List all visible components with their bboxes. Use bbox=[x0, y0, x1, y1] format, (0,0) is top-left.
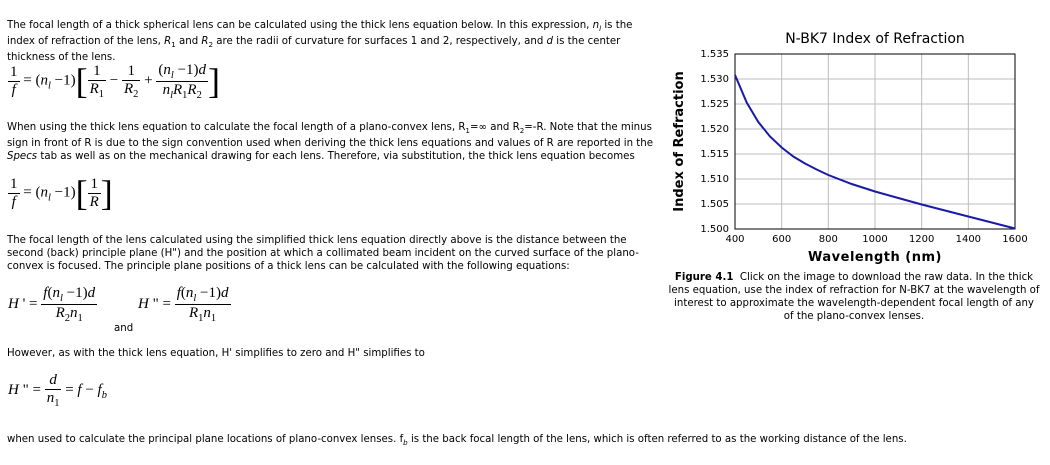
paragraph-simplifies: However, as with the thick lens equation, H' simplifies to zero and H" simplifies to bbox=[7, 348, 425, 359]
y-tick-label: 1.530 bbox=[700, 74, 729, 85]
paragraph-back-focal: when used to calculate the principal plane locations of plano-convex lenses. $f_b$ is the back focal length of the lens, which is often referred to as the working distance of the lens. bbox=[7, 434, 907, 448]
y-tick-label: 1.505 bbox=[700, 199, 729, 210]
y-tick-label: 1.535 bbox=[700, 49, 729, 60]
figure-caption bbox=[668, 271, 1040, 323]
x-tick-label: 1400 bbox=[955, 234, 982, 245]
x-tick-label: 600 bbox=[772, 234, 792, 245]
thick-lens-equation: $\frac{1}{f}$ = $(n_l -1)$[ $\frac{1}{R_1}$ − $\frac{1}{R_2}$ + $\frac{(n_l -1)d}{n_lR_1R_2}$ ] bbox=[10, 61, 221, 101]
y-tick-label: 1.525 bbox=[700, 99, 729, 110]
x-tick-label: 800 bbox=[818, 234, 838, 245]
caption-text: Click on the image to download the raw data. In the thick lens equation, use the index of refraction for N-BK7 at the wavelength of interest to approximate the wavelength-dependent focal length of any of the plano-convex lenses. bbox=[668, 272, 1040, 322]
x-tick-label: 1600 bbox=[1002, 234, 1028, 245]
y-axis-label: Index of Refraction bbox=[672, 71, 687, 212]
paragraph-plano-convex: When using the thick lens equation to calculate the focal length of a plano-convex lens, $R_1=\infty$ and $R_2=-R$. Note that the minus sign in front of R is due to the sign convention used when deriving the thick lens equations and values of R are reported in the Specs tab as well as on the mechanical drawing for each lens. Therefore, via substitution, the thick lens equation becomes bbox=[7, 122, 654, 163]
h-simplified-equation: H " = $\frac{d}{n_1}$ = $f - f_b$ bbox=[8, 372, 107, 409]
x-tick-label: 1000 bbox=[862, 234, 888, 245]
y-tick-label: 1.520 bbox=[700, 124, 729, 135]
h-double-prime-equation: H " = $\frac{f(n_l -1)d}{R_1n_1}$ bbox=[138, 285, 229, 324]
y-tick-label: 1.500 bbox=[700, 224, 729, 235]
refractive-index-chart[interactable] bbox=[660, 40, 1050, 270]
chart-title: N-BK7 Index of Refraction bbox=[785, 31, 965, 47]
y-tick-label: 1.515 bbox=[700, 149, 729, 160]
h-prime-equation: H ' = $\frac{f(n_l -1)d}{R_2n_1}$ bbox=[8, 285, 96, 324]
caption-label: Figure 4.1 bbox=[674, 272, 734, 283]
x-tick-label: 1200 bbox=[908, 234, 935, 245]
simplified-lens-equation: $\frac{1}{f}$ = $(n_l -1)$[ $\frac{1}{R}$ ] bbox=[10, 173, 113, 213]
paragraph-principal-planes: The focal length of the lens calculated using the simplified thick lens equation directly above is the distance between the second (back) principle plane (H") and the position at which a collimated beam incident on the curved surface of the plano-convex is focused. The principle plane positions of a thick lens can be calculated with the following equations: bbox=[7, 235, 639, 272]
y-tick-label: 1.510 bbox=[700, 174, 729, 185]
x-axis-label: Wavelength (nm) bbox=[808, 250, 942, 265]
x-tick-label: 400 bbox=[725, 234, 745, 245]
and-label: and bbox=[114, 323, 134, 334]
paragraph-intro: The focal length of a thick spherical lens can be calculated using the thick lens equation below. In this expression, $n_l$ is the index of refraction of the lens, $R_1$ and $R_2$ are the radii of curvature for surfaces 1 and 2, respectively, and d is the center thickness of the lens. bbox=[7, 20, 633, 64]
